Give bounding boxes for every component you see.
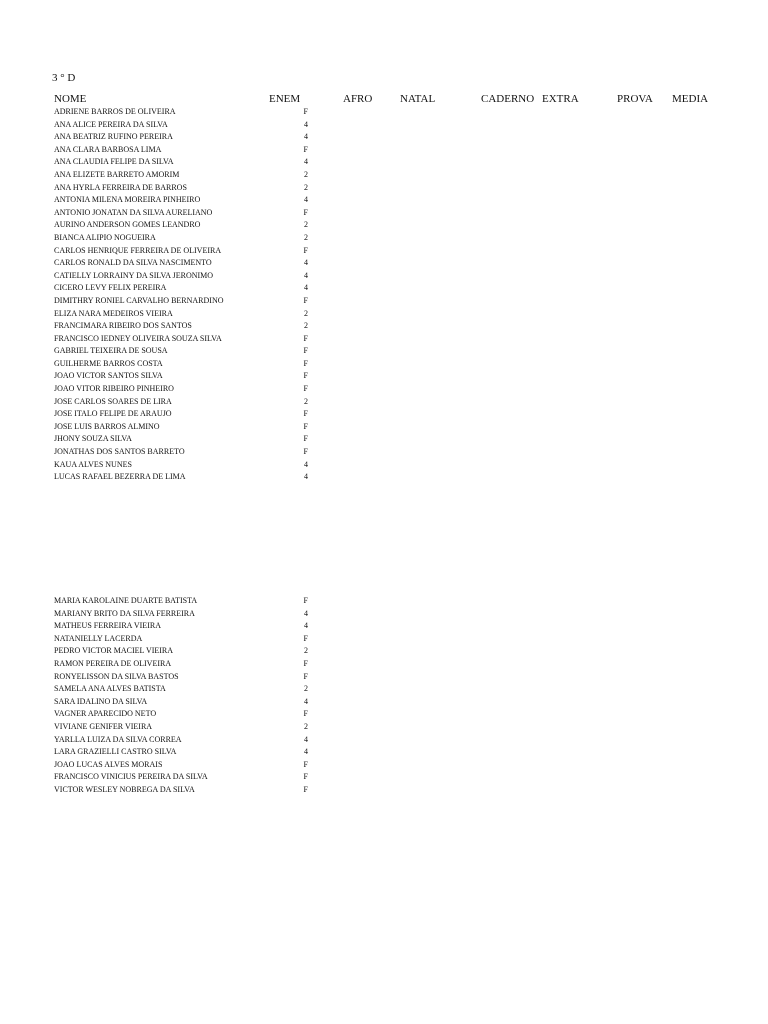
enem-grade: F bbox=[303, 447, 308, 457]
student-name: DIMITHRY RONIEL CARVALHO BERNARDINO bbox=[54, 295, 224, 305]
enem-grade: F bbox=[303, 409, 308, 419]
student-row bbox=[0, 207, 768, 220]
student-row bbox=[0, 282, 768, 295]
enem-grade: 4 bbox=[304, 195, 308, 205]
enem-grade: 4 bbox=[304, 119, 308, 129]
student-name: LUCAS RAFAEL BEZERRA DE LIMA bbox=[54, 472, 186, 482]
student-name: JOAO VICTOR SANTOS SILVA bbox=[54, 371, 163, 381]
student-name: JONATHAS DOS SANTOS BARRETO bbox=[54, 447, 185, 457]
student-name: FRANCISCO VINICIUS PEREIRA DA SILVA bbox=[54, 772, 208, 782]
student-name: JOSE ITALO FELIPE DE ARAUJO bbox=[54, 409, 172, 419]
student-row bbox=[0, 608, 768, 621]
student-row bbox=[0, 671, 768, 684]
student-row bbox=[0, 645, 768, 658]
column-header-nome: NOME bbox=[54, 93, 87, 105]
student-name: SAMELA ANA ALVES BATISTA bbox=[54, 684, 166, 694]
student-row bbox=[0, 683, 768, 696]
student-name: CARLOS HENRIQUE FERREIRA DE OLIVEIRA bbox=[54, 245, 222, 255]
student-row bbox=[0, 396, 768, 409]
student-row bbox=[0, 156, 768, 169]
enem-grade: F bbox=[303, 384, 308, 394]
column-header-natal: NATAL bbox=[400, 93, 436, 105]
student-row bbox=[0, 771, 768, 784]
student-row bbox=[0, 270, 768, 283]
student-row bbox=[0, 333, 768, 346]
enem-grade: 4 bbox=[304, 157, 308, 167]
student-name: ANA BEATRIZ RUFINO PEREIRA bbox=[54, 132, 173, 142]
student-row bbox=[0, 408, 768, 421]
enem-grade: 4 bbox=[304, 270, 308, 280]
enem-grade: 4 bbox=[304, 132, 308, 142]
enem-grade: F bbox=[303, 107, 308, 116]
student-name: ANA ELIZETE BARRETO AMORIM bbox=[54, 169, 180, 179]
enem-grade: 2 bbox=[304, 232, 308, 242]
student-name: RONYELISSON DA SILVA BASTOS bbox=[54, 671, 179, 681]
enem-grade: F bbox=[303, 295, 308, 305]
enem-grade: F bbox=[303, 671, 308, 681]
student-row bbox=[0, 131, 768, 144]
student-row bbox=[0, 144, 768, 157]
student-row bbox=[0, 471, 768, 484]
student-name: JHONY SOUZA SILVA bbox=[54, 434, 132, 444]
student-row bbox=[0, 295, 768, 308]
student-row bbox=[0, 459, 768, 472]
column-header-prova: PROVA bbox=[617, 93, 653, 105]
student-row bbox=[0, 446, 768, 459]
student-name: RAMON PEREIRA DE OLIVEIRA bbox=[54, 658, 172, 668]
enem-grade: F bbox=[303, 371, 308, 381]
student-row bbox=[0, 759, 768, 772]
student-name: CICERO LEVY FELIX PEREIRA bbox=[54, 283, 167, 293]
enem-grade: F bbox=[303, 434, 308, 444]
student-name: GABRIEL TEIXEIRA DE SOUSA bbox=[54, 346, 168, 356]
student-row bbox=[0, 232, 768, 245]
enem-grade: 4 bbox=[304, 472, 308, 482]
student-row bbox=[0, 169, 768, 182]
student-name: BIANCA ALIPIO NOGUEIRA bbox=[54, 232, 156, 242]
student-name: MARIA KAROLAINE DUARTE BATISTA bbox=[54, 596, 198, 605]
enem-grade: 2 bbox=[304, 169, 308, 179]
enem-grade: F bbox=[303, 759, 308, 769]
enem-grade: F bbox=[303, 346, 308, 356]
student-name: ANA CLARA BARBOSA LIMA bbox=[54, 144, 162, 154]
student-row bbox=[0, 245, 768, 258]
student-name: ELIZA NARA MEDEIROS VIEIRA bbox=[54, 308, 173, 318]
student-name: MATHEUS FERREIRA VIEIRA bbox=[54, 621, 161, 631]
column-header-enem: ENEM bbox=[269, 93, 301, 105]
student-name: ADRIENE BARROS DE OLIVEIRA bbox=[54, 107, 176, 116]
student-name: NATANIELLY LACERDA bbox=[54, 633, 143, 643]
student-row bbox=[0, 308, 768, 321]
student-name: VICTOR WESLEY NOBREGA DA SILVA bbox=[54, 784, 195, 794]
enem-grade: F bbox=[303, 207, 308, 217]
student-name: PEDRO VICTOR MACIEL VIEIRA bbox=[54, 646, 174, 656]
enem-grade: F bbox=[303, 709, 308, 719]
student-name: JOSE LUIS BARROS ALMINO bbox=[54, 421, 160, 431]
enem-grade: F bbox=[303, 245, 308, 255]
student-name: YARLLA LUIZA DA SILVA CORREA bbox=[54, 734, 182, 744]
enem-grade: 2 bbox=[304, 721, 308, 731]
student-name: JOSE CARLOS SOARES DE LIRA bbox=[54, 396, 172, 406]
enem-grade: 2 bbox=[304, 646, 308, 656]
enem-grade: 2 bbox=[304, 396, 308, 406]
enem-grade: F bbox=[303, 658, 308, 668]
student-row bbox=[0, 182, 768, 195]
enem-grade: 4 bbox=[304, 747, 308, 757]
enem-grade: 4 bbox=[304, 621, 308, 631]
column-header-afro: AFRO bbox=[343, 93, 373, 105]
student-row bbox=[0, 219, 768, 232]
student-row bbox=[0, 119, 768, 132]
student-name: AURINO ANDERSON GOMES LEANDRO bbox=[54, 220, 201, 230]
student-row bbox=[0, 106, 768, 119]
student-row bbox=[0, 595, 768, 608]
student-name: CATIELLY LORRAINY DA SILVA JERONIMO bbox=[54, 270, 214, 280]
enem-grade: F bbox=[303, 596, 308, 605]
student-name: VAGNER APARECIDO NETO bbox=[54, 709, 157, 719]
enem-grade: 4 bbox=[304, 258, 308, 268]
student-name: JOAO VITOR RIBEIRO PINHEIRO bbox=[54, 384, 174, 394]
student-row bbox=[0, 633, 768, 646]
enem-grade: F bbox=[303, 633, 308, 643]
student-name: ANTONIO JONATAN DA SILVA AURELIANO bbox=[54, 207, 213, 217]
student-name: SARA IDALINO DA SILVA bbox=[54, 696, 148, 706]
student-list-part-1 bbox=[0, 106, 768, 484]
student-row bbox=[0, 620, 768, 633]
enem-grade: 4 bbox=[304, 696, 308, 706]
enem-grade: 4 bbox=[304, 608, 308, 618]
student-name: ANA HYRLA FERREIRA DE BARROS bbox=[54, 182, 187, 192]
student-row bbox=[0, 421, 768, 434]
enem-grade: 2 bbox=[304, 321, 308, 331]
student-name: MARIANY BRITO DA SILVA FERREIRA bbox=[54, 608, 195, 618]
enem-grade: 4 bbox=[304, 734, 308, 744]
student-row bbox=[0, 734, 768, 747]
column-header-extra: EXTRA bbox=[542, 93, 579, 105]
class-title: 3 ° D bbox=[52, 72, 76, 84]
column-header-media: MEDIA bbox=[672, 93, 709, 105]
student-name: FRANCISCO IEDNEY OLIVEIRA SOUZA SILVA bbox=[54, 333, 222, 343]
student-name: GUILHERME BARROS COSTA bbox=[54, 358, 163, 368]
student-row bbox=[0, 696, 768, 709]
student-name: ANA ALICE PEREIRA DA SILVA bbox=[54, 119, 168, 129]
student-list-part-2 bbox=[0, 595, 768, 797]
student-name: CARLOS RONALD DA SILVA NASCIMENTO bbox=[54, 258, 212, 268]
student-name: JOAO LUCAS ALVES MORAIS bbox=[54, 759, 163, 769]
student-name: KAUA ALVES NUNES bbox=[54, 459, 132, 469]
student-name: ANTONIA MILENA MOREIRA PINHEIRO bbox=[54, 195, 201, 205]
enem-grade: F bbox=[303, 421, 308, 431]
enem-grade: 4 bbox=[304, 283, 308, 293]
enem-grade: 2 bbox=[304, 308, 308, 318]
student-row bbox=[0, 721, 768, 734]
enem-grade: 2 bbox=[304, 182, 308, 192]
enem-grade: F bbox=[303, 784, 308, 794]
student-row bbox=[0, 257, 768, 270]
student-name: FRANCIMARA RIBEIRO DOS SANTOS bbox=[54, 321, 192, 331]
enem-grade: 2 bbox=[304, 220, 308, 230]
student-row bbox=[0, 383, 768, 396]
student-name: LARA GRAZIELLI CASTRO SILVA bbox=[54, 747, 177, 757]
enem-grade: F bbox=[303, 358, 308, 368]
enem-grade: 4 bbox=[304, 459, 308, 469]
enem-grade: F bbox=[303, 144, 308, 154]
enem-grade: 2 bbox=[304, 684, 308, 694]
student-row bbox=[0, 370, 768, 383]
student-row bbox=[0, 433, 768, 446]
student-row bbox=[0, 746, 768, 759]
enem-grade: F bbox=[303, 772, 308, 782]
student-row bbox=[0, 358, 768, 371]
student-row bbox=[0, 708, 768, 721]
column-header-caderno: CADERNO bbox=[481, 93, 535, 105]
student-name: ANA CLAUDIA FELIPE DA SILVA bbox=[54, 157, 174, 167]
student-row bbox=[0, 345, 768, 358]
student-row bbox=[0, 658, 768, 671]
student-row bbox=[0, 194, 768, 207]
student-row bbox=[0, 320, 768, 333]
enem-grade: F bbox=[303, 333, 308, 343]
student-name: VIVIANE GENIFER VIEIRA bbox=[54, 721, 153, 731]
student-row bbox=[0, 784, 768, 797]
